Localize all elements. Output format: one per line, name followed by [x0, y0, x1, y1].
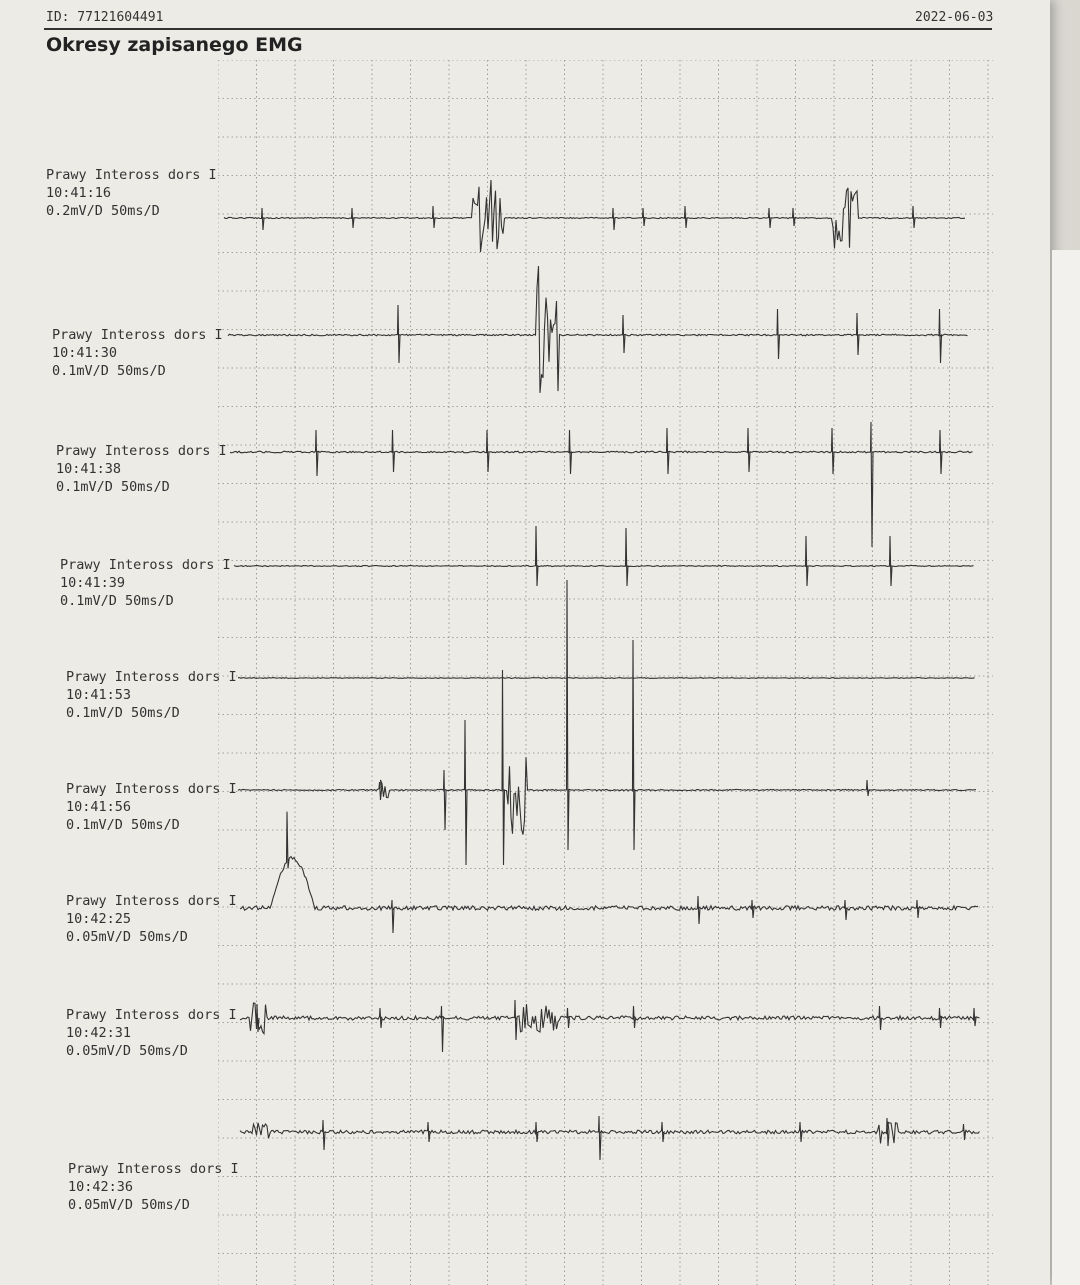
report-date: 2022-06-03 [915, 10, 994, 25]
trace-scale: 0.2mV/D 50ms/D [46, 203, 160, 219]
trace-label-8 [66, 1006, 237, 1060]
trace-time: 10:41:16 [46, 185, 112, 201]
trace-muscle: Prawy Inteross dors I [52, 327, 223, 343]
trace-muscle: Prawy Inteross dors I [68, 1161, 239, 1177]
trace-muscle: Prawy Inteross dors I [46, 167, 217, 183]
page-title: Okresy zapisanego EMG [46, 34, 303, 56]
trace-label-3 [56, 442, 227, 496]
trace-time: 10:41:56 [66, 799, 132, 815]
trace-label-1 [46, 166, 217, 220]
emg-trace-4 [234, 526, 974, 586]
trace-scale: 0.05mV/D 50ms/D [68, 1197, 190, 1213]
trace-label-5 [66, 668, 237, 722]
trace-label-7 [66, 892, 237, 946]
trace-muscle: Prawy Inteross dors I [60, 557, 231, 573]
trace-muscle: Prawy Inteross dors I [66, 893, 237, 909]
emg-trace-8 [240, 1000, 980, 1052]
trace-time: 10:41:53 [66, 687, 132, 703]
emg-traces [224, 180, 980, 1160]
header-divider [44, 28, 992, 30]
trace-time: 10:42:36 [68, 1179, 134, 1195]
trace-muscle: Prawy Inteross dors I [56, 443, 227, 459]
trace-label-2 [52, 326, 223, 380]
trace-time: 10:42:31 [66, 1025, 132, 1041]
trace-label-6 [66, 780, 237, 834]
trace-scale: 0.1mV/D 50ms/D [60, 593, 174, 609]
trace-time: 10:42:25 [66, 911, 132, 927]
trace-time: 10:41:30 [52, 345, 118, 361]
emg-trace-5 [238, 678, 975, 679]
trace-scale: 0.1mV/D 50ms/D [66, 705, 180, 721]
trace-scale: 0.1mV/D 50ms/D [56, 479, 170, 495]
trace-muscle: Prawy Inteross dors I [66, 669, 237, 685]
patient-id: ID: 77121604491 [46, 10, 164, 25]
trace-muscle: Prawy Inteross dors I [66, 781, 237, 797]
emg-trace-3 [230, 422, 973, 547]
emg-grid [218, 60, 993, 1285]
trace-time: 10:41:39 [60, 575, 126, 591]
emg-trace-2 [228, 266, 968, 393]
trace-label-4 [60, 556, 231, 610]
trace-muscle: Prawy Inteross dors I [66, 1007, 237, 1023]
trace-scale: 0.1mV/D 50ms/D [66, 817, 180, 833]
trace-scale: 0.05mV/D 50ms/D [66, 929, 188, 945]
background-paper [1052, 250, 1080, 1285]
emg-trace-1 [224, 180, 965, 252]
trace-label-9 [68, 1160, 239, 1214]
trace-scale: 0.1mV/D 50ms/D [52, 363, 166, 379]
emg-trace-6 [238, 580, 976, 865]
trace-time: 10:41:38 [56, 461, 122, 477]
grid-lines [218, 60, 993, 1285]
trace-scale: 0.05mV/D 50ms/D [66, 1043, 188, 1059]
